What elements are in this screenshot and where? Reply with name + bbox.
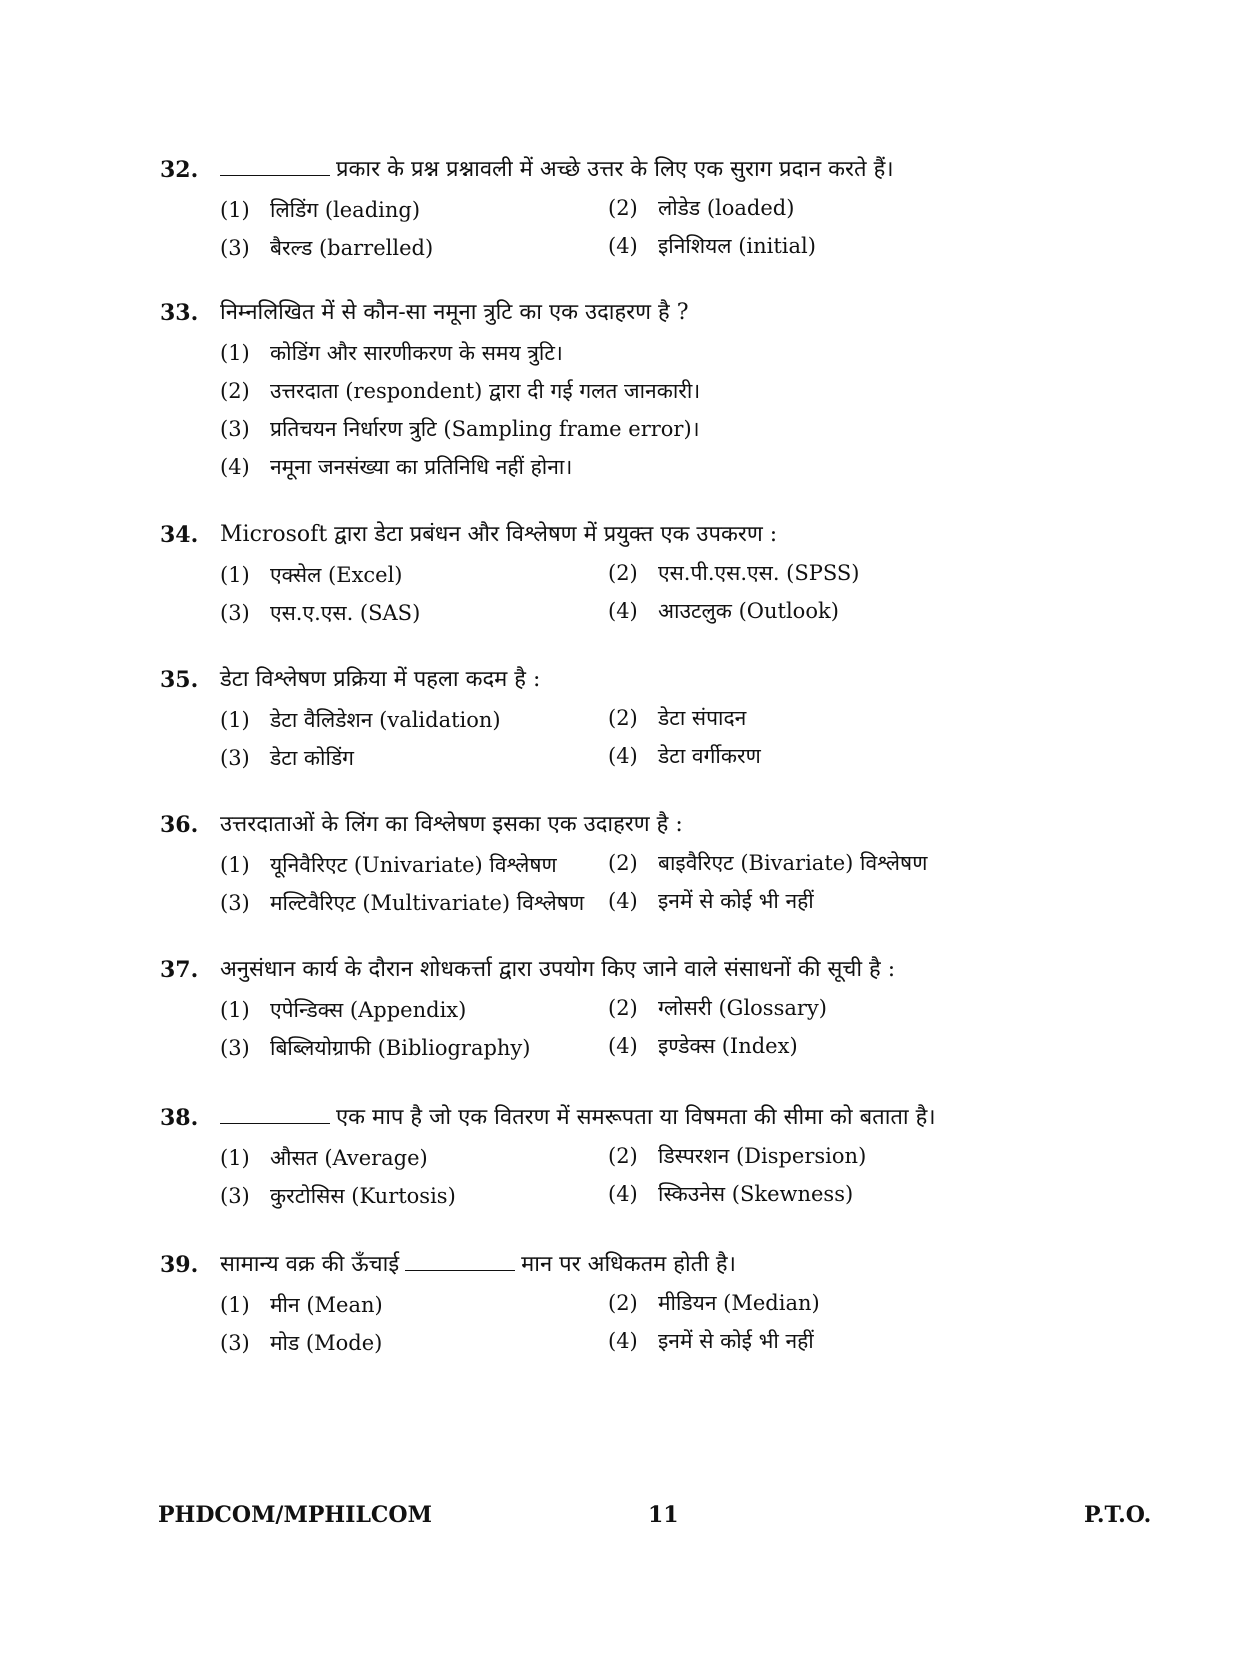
option-2: (2) उत्तरदाता (respondent) द्वारा दी गई गलत जानकारी। bbox=[220, 379, 701, 403]
option-4: (4) इण्डेक्स (Index) bbox=[608, 1034, 798, 1058]
option-4: (4) नमूना जनसंख्या का प्रतिनिधि नहीं होना। bbox=[220, 455, 573, 479]
option-1: (1) लिडिंग (leading) bbox=[220, 198, 421, 222]
question-number: 36. bbox=[160, 812, 199, 838]
question-number: 37. bbox=[160, 957, 199, 983]
page-number: 11 bbox=[648, 1502, 679, 1528]
options bbox=[160, 190, 1160, 270]
question-number: 38. bbox=[160, 1105, 199, 1131]
pto-label: P.T.O. bbox=[1084, 1502, 1152, 1528]
option-1: (1) डेटा वैलिडेशन (validation) bbox=[220, 708, 501, 732]
question-number: 34. bbox=[160, 522, 199, 548]
option-3: (3) बैरल्ड (barrelled) bbox=[220, 236, 434, 260]
option-3: (3) एस.ए.एस. (SAS) bbox=[220, 601, 421, 625]
question-stem bbox=[160, 1245, 1160, 1285]
fill-blank bbox=[405, 1248, 515, 1271]
option-2: (2) डिस्परशन (Dispersion) bbox=[608, 1144, 867, 1168]
question-33 bbox=[160, 293, 1160, 493]
question-38 bbox=[160, 1098, 1160, 1218]
question-stem bbox=[160, 1098, 1160, 1138]
option-3: (3) कुरटोसिस (Kurtosis) bbox=[220, 1184, 456, 1208]
option-4: (4) स्किउनेस (Skewness) bbox=[608, 1182, 854, 1206]
question-text: एक माप है जो एक वितरण में समरूपता या विषमता की सीमा को बताता है। bbox=[220, 1098, 936, 1138]
options bbox=[160, 1285, 1160, 1365]
options bbox=[160, 700, 1160, 780]
question-stem bbox=[160, 515, 1160, 555]
fill-blank bbox=[220, 153, 330, 176]
question-text: प्रकार के प्रश्न प्रश्नावली में अच्छे उत्तर के लिए एक सुराग प्रदान करते हैं। bbox=[220, 150, 894, 190]
options bbox=[160, 1138, 1160, 1218]
options bbox=[160, 333, 1160, 493]
option-2: (2) मीडियन (Median) bbox=[608, 1291, 820, 1315]
question-34 bbox=[160, 515, 1160, 635]
option-4: (4) इनिशियल (initial) bbox=[608, 234, 816, 258]
options bbox=[160, 555, 1160, 635]
option-1: (1) औसत (Average) bbox=[220, 1146, 428, 1170]
option-4: (4) डेटा वर्गीकरण bbox=[608, 744, 761, 768]
question-text: उत्तरदाताओं के लिंग का विश्लेषण इसका एक उदाहरण है : bbox=[220, 812, 683, 837]
question-32 bbox=[160, 150, 1160, 270]
question-number: 39. bbox=[160, 1252, 199, 1278]
option-3: (3) बिब्लियोग्राफी (Bibliography) bbox=[220, 1036, 531, 1060]
question-text: अनुसंधान कार्य के दौरान शोधकर्त्ता द्वारा उपयोग किए जाने वाले संसाधनों की सूची है : bbox=[220, 957, 896, 982]
option-1: (1) कोडिंग और सारणीकरण के समय त्रुटि। bbox=[220, 341, 563, 365]
question-text: Microsoft द्वारा डेटा प्रबंधन और विश्लेषण में प्रयुक्त एक उपकरण : bbox=[220, 522, 778, 547]
option-1: (1) एक्सेल (Excel) bbox=[220, 563, 403, 587]
question-text: निम्नलिखित में से कौन-सा नमूना त्रुटि का एक उदाहरण है ? bbox=[220, 300, 689, 325]
question-text: डेटा विश्लेषण प्रक्रिया में पहला कदम है : bbox=[220, 667, 541, 692]
question-stem bbox=[160, 293, 1160, 333]
option-2: (2) एस.पी.एस.एस. (SPSS) bbox=[608, 561, 860, 585]
option-3: (3) डेटा कोडिंग bbox=[220, 746, 354, 770]
option-2: (2) डेटा संपादन bbox=[608, 706, 747, 730]
option-3: (3) मोड (Mode) bbox=[220, 1331, 383, 1355]
question-37 bbox=[160, 950, 1160, 1070]
question-35 bbox=[160, 660, 1160, 780]
option-4: (4) आउटलुक (Outlook) bbox=[608, 599, 839, 623]
paper-code: PHDCOM/MPHILCOM bbox=[158, 1502, 432, 1528]
option-4: (4) इनमें से कोई भी नहीं bbox=[608, 889, 814, 913]
option-1: (1) एपेन्डिक्स (Appendix) bbox=[220, 998, 467, 1022]
fill-blank bbox=[220, 1101, 330, 1124]
option-2: (2) ग्लोसरी (Glossary) bbox=[608, 996, 827, 1020]
option-1: (1) यूनिवैरिएट (Univariate) विश्लेषण bbox=[220, 853, 557, 877]
option-4: (4) इनमें से कोई भी नहीं bbox=[608, 1329, 814, 1353]
option-3: (3) प्रतिचयन निर्धारण त्रुटि (Sampling frame error)। bbox=[220, 417, 700, 441]
question-number: 35. bbox=[160, 667, 199, 693]
question-stem bbox=[160, 660, 1160, 700]
question-number: 33. bbox=[160, 300, 199, 326]
question-number: 32. bbox=[160, 157, 199, 183]
option-3: (3) मल्टिवैरिएट (Multivariate) विश्लेषण bbox=[220, 891, 585, 915]
question-stem bbox=[160, 950, 1160, 990]
option-1: (1) मीन (Mean) bbox=[220, 1293, 383, 1317]
option-2: (2) लोडेड (loaded) bbox=[608, 196, 795, 220]
option-2: (2) बाइवैरिएट (Bivariate) विश्लेषण bbox=[608, 851, 928, 875]
question-text: सामान्य वक्र की ऊँचाई मान पर अधिकतम होती है। bbox=[220, 1245, 736, 1285]
question-stem bbox=[160, 805, 1160, 845]
question-39 bbox=[160, 1245, 1160, 1365]
question-stem bbox=[160, 150, 1160, 190]
options bbox=[160, 990, 1160, 1070]
options bbox=[160, 845, 1160, 925]
question-36 bbox=[160, 805, 1160, 925]
